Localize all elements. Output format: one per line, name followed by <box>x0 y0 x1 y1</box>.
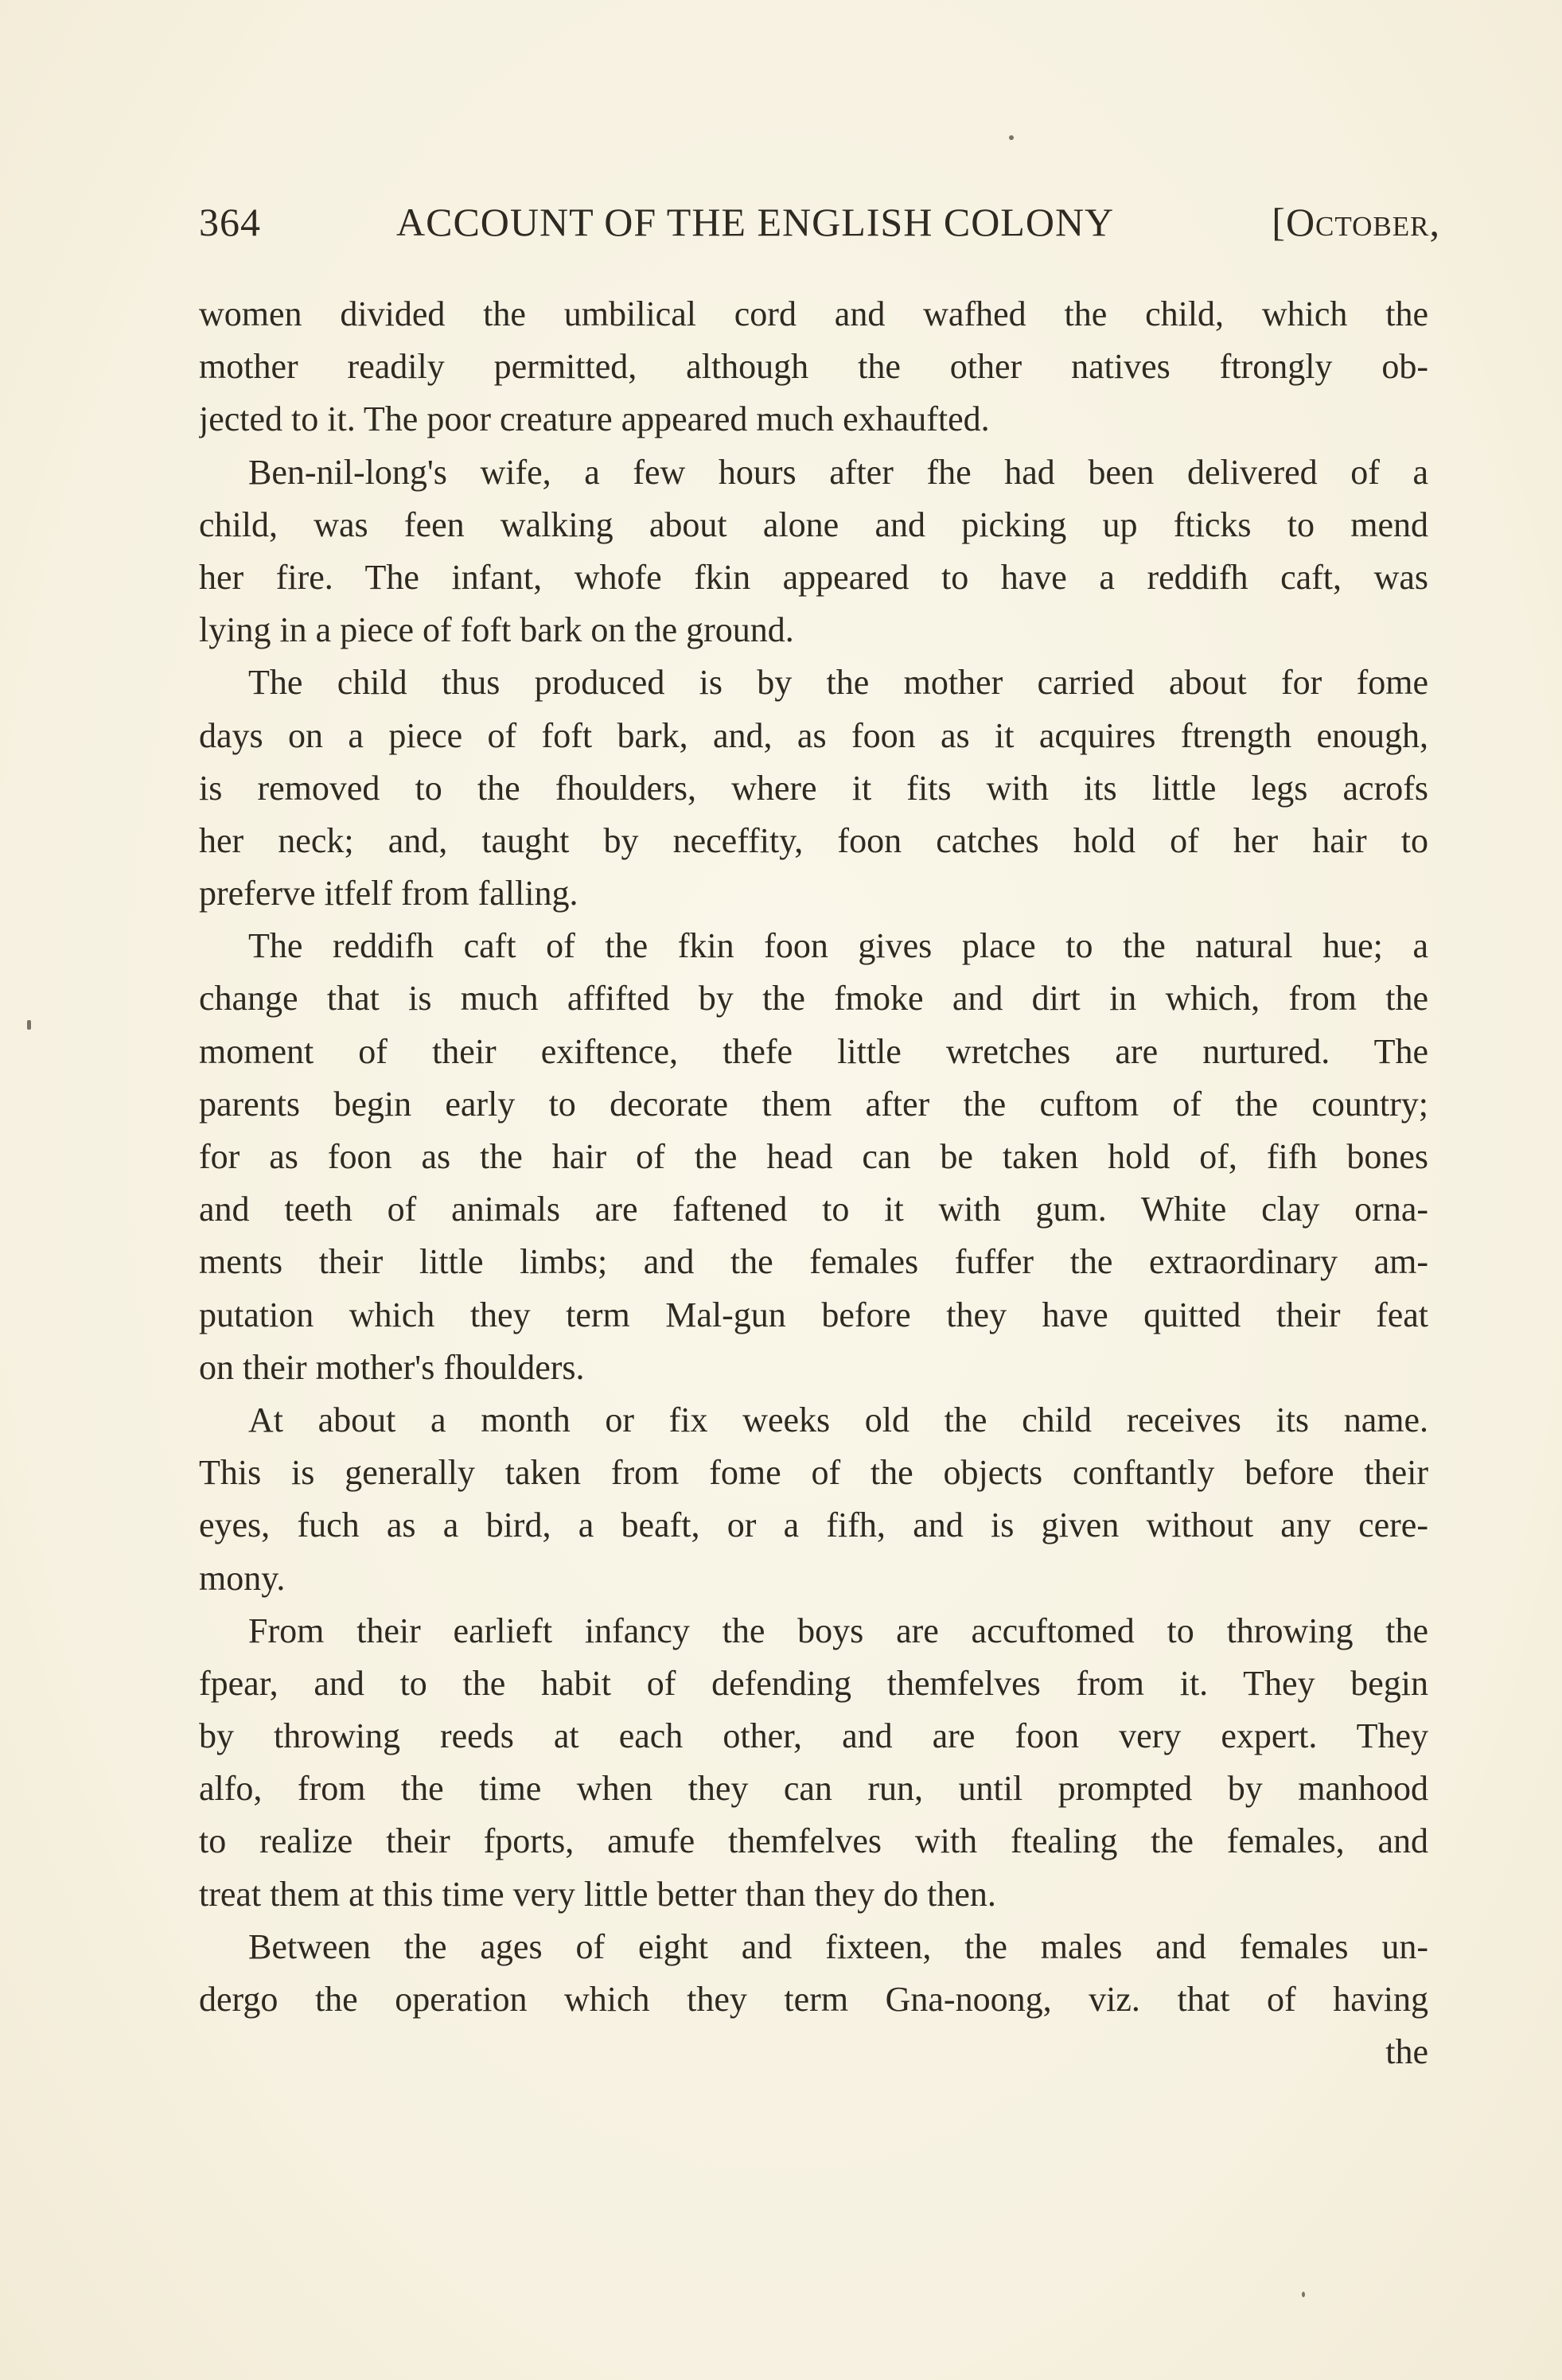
text-line: and teeth of animals are faftened to it with gum. White clay orna- <box>199 1190 1428 1229</box>
paragraph-first-line: Ben-nil-long's wife, a few hours after fhe had been delivered of a <box>248 452 1428 492</box>
paper-speck <box>1009 135 1014 140</box>
text-line: dergo the operation which they term Gna-noong, viz. that of having <box>199 1980 1428 2019</box>
text-line: women divided the umbilical cord and wafhed the child, which the <box>199 294 1428 333</box>
text-line: ments their little limbs; and the females fuffer the extraordinary am- <box>199 1242 1428 1282</box>
running-head <box>199 199 1440 255</box>
text-line: lying in a piece of foft bark on the ground. <box>199 610 794 650</box>
paragraph-first-line: The reddifh caft of the fkin foon gives place to the natural hue; a <box>248 926 1428 966</box>
text-line: to realize their fports, amufe themfelves with ftealing the females, and <box>199 1821 1428 1861</box>
paragraph-first-line: At about a month or fix weeks old the child receives its name. <box>248 1400 1428 1439</box>
paper-speck <box>27 1020 31 1030</box>
body-text <box>199 288 1428 2078</box>
page-number: 364 <box>199 200 261 244</box>
catchword: the <box>1385 2032 1428 2072</box>
text-line: child, was feen walking about alone and picking up fticks to mend <box>199 504 1428 544</box>
text-line: change that is much affifted by the fmoke and dirt in which, from the <box>199 979 1428 1019</box>
text-line: on their mother's fhoulders. <box>199 1347 585 1387</box>
text-line: her neck; and, taught by neceffity, foon catches hold of her hair to <box>199 820 1428 860</box>
text-line: moment of their exiftence, thefe little wretches are nurtured. The <box>199 1031 1428 1071</box>
text-line: mony. <box>199 1558 286 1598</box>
text-line: by throwing reeds at each other, and are foon very expert. They <box>199 1716 1428 1756</box>
paragraph-first-line: From their earlieft infancy the boys are accuftomed to throwing the <box>248 1611 1428 1650</box>
paragraph-first-line: Between the ages of eight and fixteen, the males and females un- <box>248 1926 1428 1966</box>
paragraph-first-line: The child thus produced is by the mother carried about for fome <box>248 663 1428 703</box>
text-line: This is generally taken from fome of the objects conftantly before their <box>199 1453 1428 1493</box>
text-line: her fire. The infant, whofe fkin appeared to have a reddifh caft, was <box>199 557 1428 597</box>
text-line: putation which they term Mal-gun before they have quitted their feat <box>199 1295 1428 1334</box>
text-line: parents begin early to decorate them after the cuftom of the country; <box>199 1084 1428 1124</box>
paper-speck <box>1302 2292 1305 2297</box>
running-month: [October, <box>1272 200 1440 244</box>
text-line: for as foon as the hair of the head can be taken hold of, fifh bones <box>199 1137 1428 1176</box>
text-line: mother readily permitted, although the other natives ftrongly ob- <box>199 347 1428 387</box>
text-line: jected to it. The poor creature appeared much exhaufted. <box>199 399 990 439</box>
text-line: treat them at this time very little better than they do then. <box>199 1874 996 1914</box>
text-line: days on a piece of foft bark, and, as foon as it acquires ftrength enough, <box>199 715 1428 755</box>
text-line: alfo, from the time when they can run, until prompted by manhood <box>199 1769 1428 1809</box>
text-line: fpear, and to the habit of defending themfelves from it. They begin <box>199 1663 1428 1703</box>
text-line: is removed to the fhoulders, where it fits with its little legs acrofs <box>199 768 1428 808</box>
text-line: eyes, fuch as a bird, a beaft, or a fifh, and is given without any cere- <box>199 1506 1428 1545</box>
text-line: preferve itfelf from falling. <box>199 874 578 913</box>
running-title: ACCOUNT OF THE ENGLISH COLONY <box>396 200 1115 244</box>
